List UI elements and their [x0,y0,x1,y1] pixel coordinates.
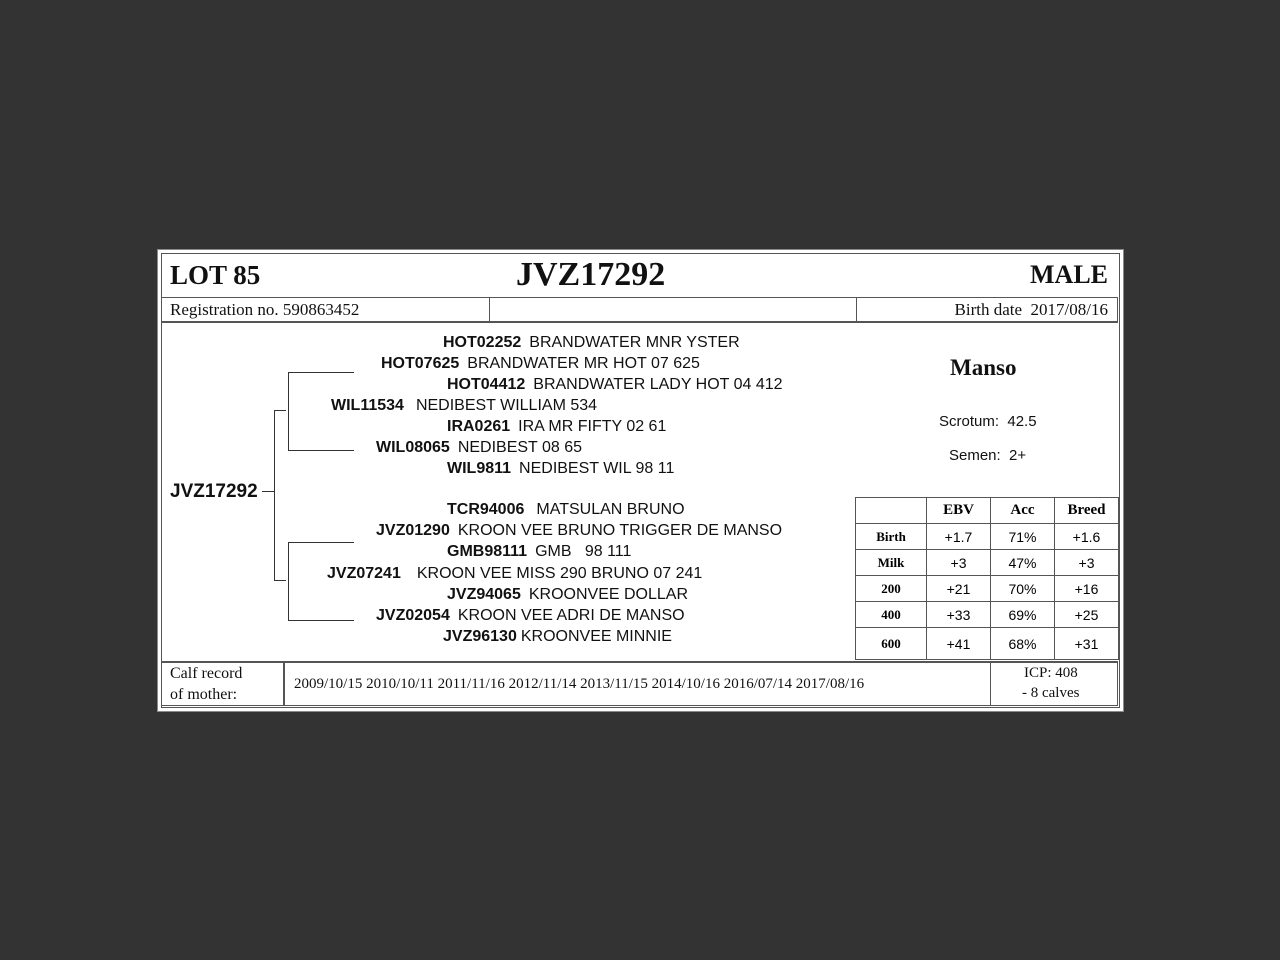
pedigree-entry: HOT02252 BRANDWATER MNR YSTER [443,334,740,351]
pedigree-entry: JVZ96130 KROONVEE MINNIE [443,628,672,645]
table-row: Milk +3 47% +3 [856,550,1119,576]
table-header-row [856,498,1119,524]
calf-record-label: Calf record [170,665,243,682]
divider [161,322,1118,323]
tree-line [288,542,354,543]
pedigree-entry: WIL11534 NEDIBEST WILLIAM 534 [331,397,598,414]
tree-line [288,372,354,373]
table-row: 200 +21 70% +16 [856,576,1119,602]
pedigree-entry: JVZ01290 KROON VEE BRUNO TRIGGER DE MANSO [376,522,783,539]
table-row: 400 +33 69% +25 [856,602,1119,628]
pedigree-entry: GMB98111 GMB 98 111 [447,543,632,560]
tree-line [288,542,289,621]
registration-number: Registration no. 590863452 [170,300,360,319]
table-row: 600 +41 68% +31 [856,628,1119,660]
pedigree-entry: IRA0261 IRA MR FIFTY 02 61 [447,418,667,435]
blank-box [489,297,857,322]
column-header: EBV [927,498,991,524]
animal-id-title: JVZ17292 [516,256,666,293]
pedigree-entry: JVZ07241 KROON VEE MISS 290 BRUNO 07 241 [327,565,703,582]
pedigree-entry: HOT07625 BRANDWATER MR HOT 07 625 [381,355,700,372]
calves-count: - 8 calves [1022,685,1080,701]
ebv-table [855,497,1119,660]
pedigree-entry: HOT04412 BRANDWATER LADY HOT 04 412 [447,376,783,393]
pedigree-entry: JVZ02054 KROON VEE ADRI DE MANSO [376,607,685,624]
tree-line [274,410,275,581]
lot-number: LOT 85 [170,260,261,290]
tree-line [288,450,354,451]
icp-value: ICP: 408 [1024,665,1078,681]
herd-name: Manso [950,355,1017,380]
column-header: Acc [991,498,1055,524]
lot-card [157,249,1124,712]
calf-record-label: of mother: [170,686,238,703]
birth-date-value: 2017/08/16 [1030,300,1108,319]
tree-line [274,410,286,411]
birth-date-label: Birth date [954,300,1023,319]
pedigree-root: JVZ17292 [170,481,258,502]
tree-line [274,580,286,581]
pedigree-entry: JVZ94065 KROONVEE DOLLAR [447,586,688,603]
tree-line [288,620,354,621]
sex-label: MALE [1030,260,1108,289]
pedigree-entry: TCR94006 MATSULAN BRUNO [447,501,685,518]
calf-dates: 2009/10/15 2010/10/11 2011/11/16 2012/11/14 2013/11/15 2014/10/16 2016/07/14 2017/08/16 [294,676,865,692]
tree-line [288,372,289,451]
tree-line [262,491,274,492]
column-header: Breed [1055,498,1119,524]
pedigree-entry: WIL9811 NEDIBEST WIL 98 11 [447,460,675,477]
semen-info: Semen: 2+ [949,447,1027,464]
birth-date [955,300,1108,320]
table-row: Birth +1.7 71% +1.6 [856,524,1119,550]
pedigree-entry: WIL08065 NEDIBEST 08 65 [376,439,583,456]
scrotum-info: Scrotum: 42.5 [939,413,1037,430]
